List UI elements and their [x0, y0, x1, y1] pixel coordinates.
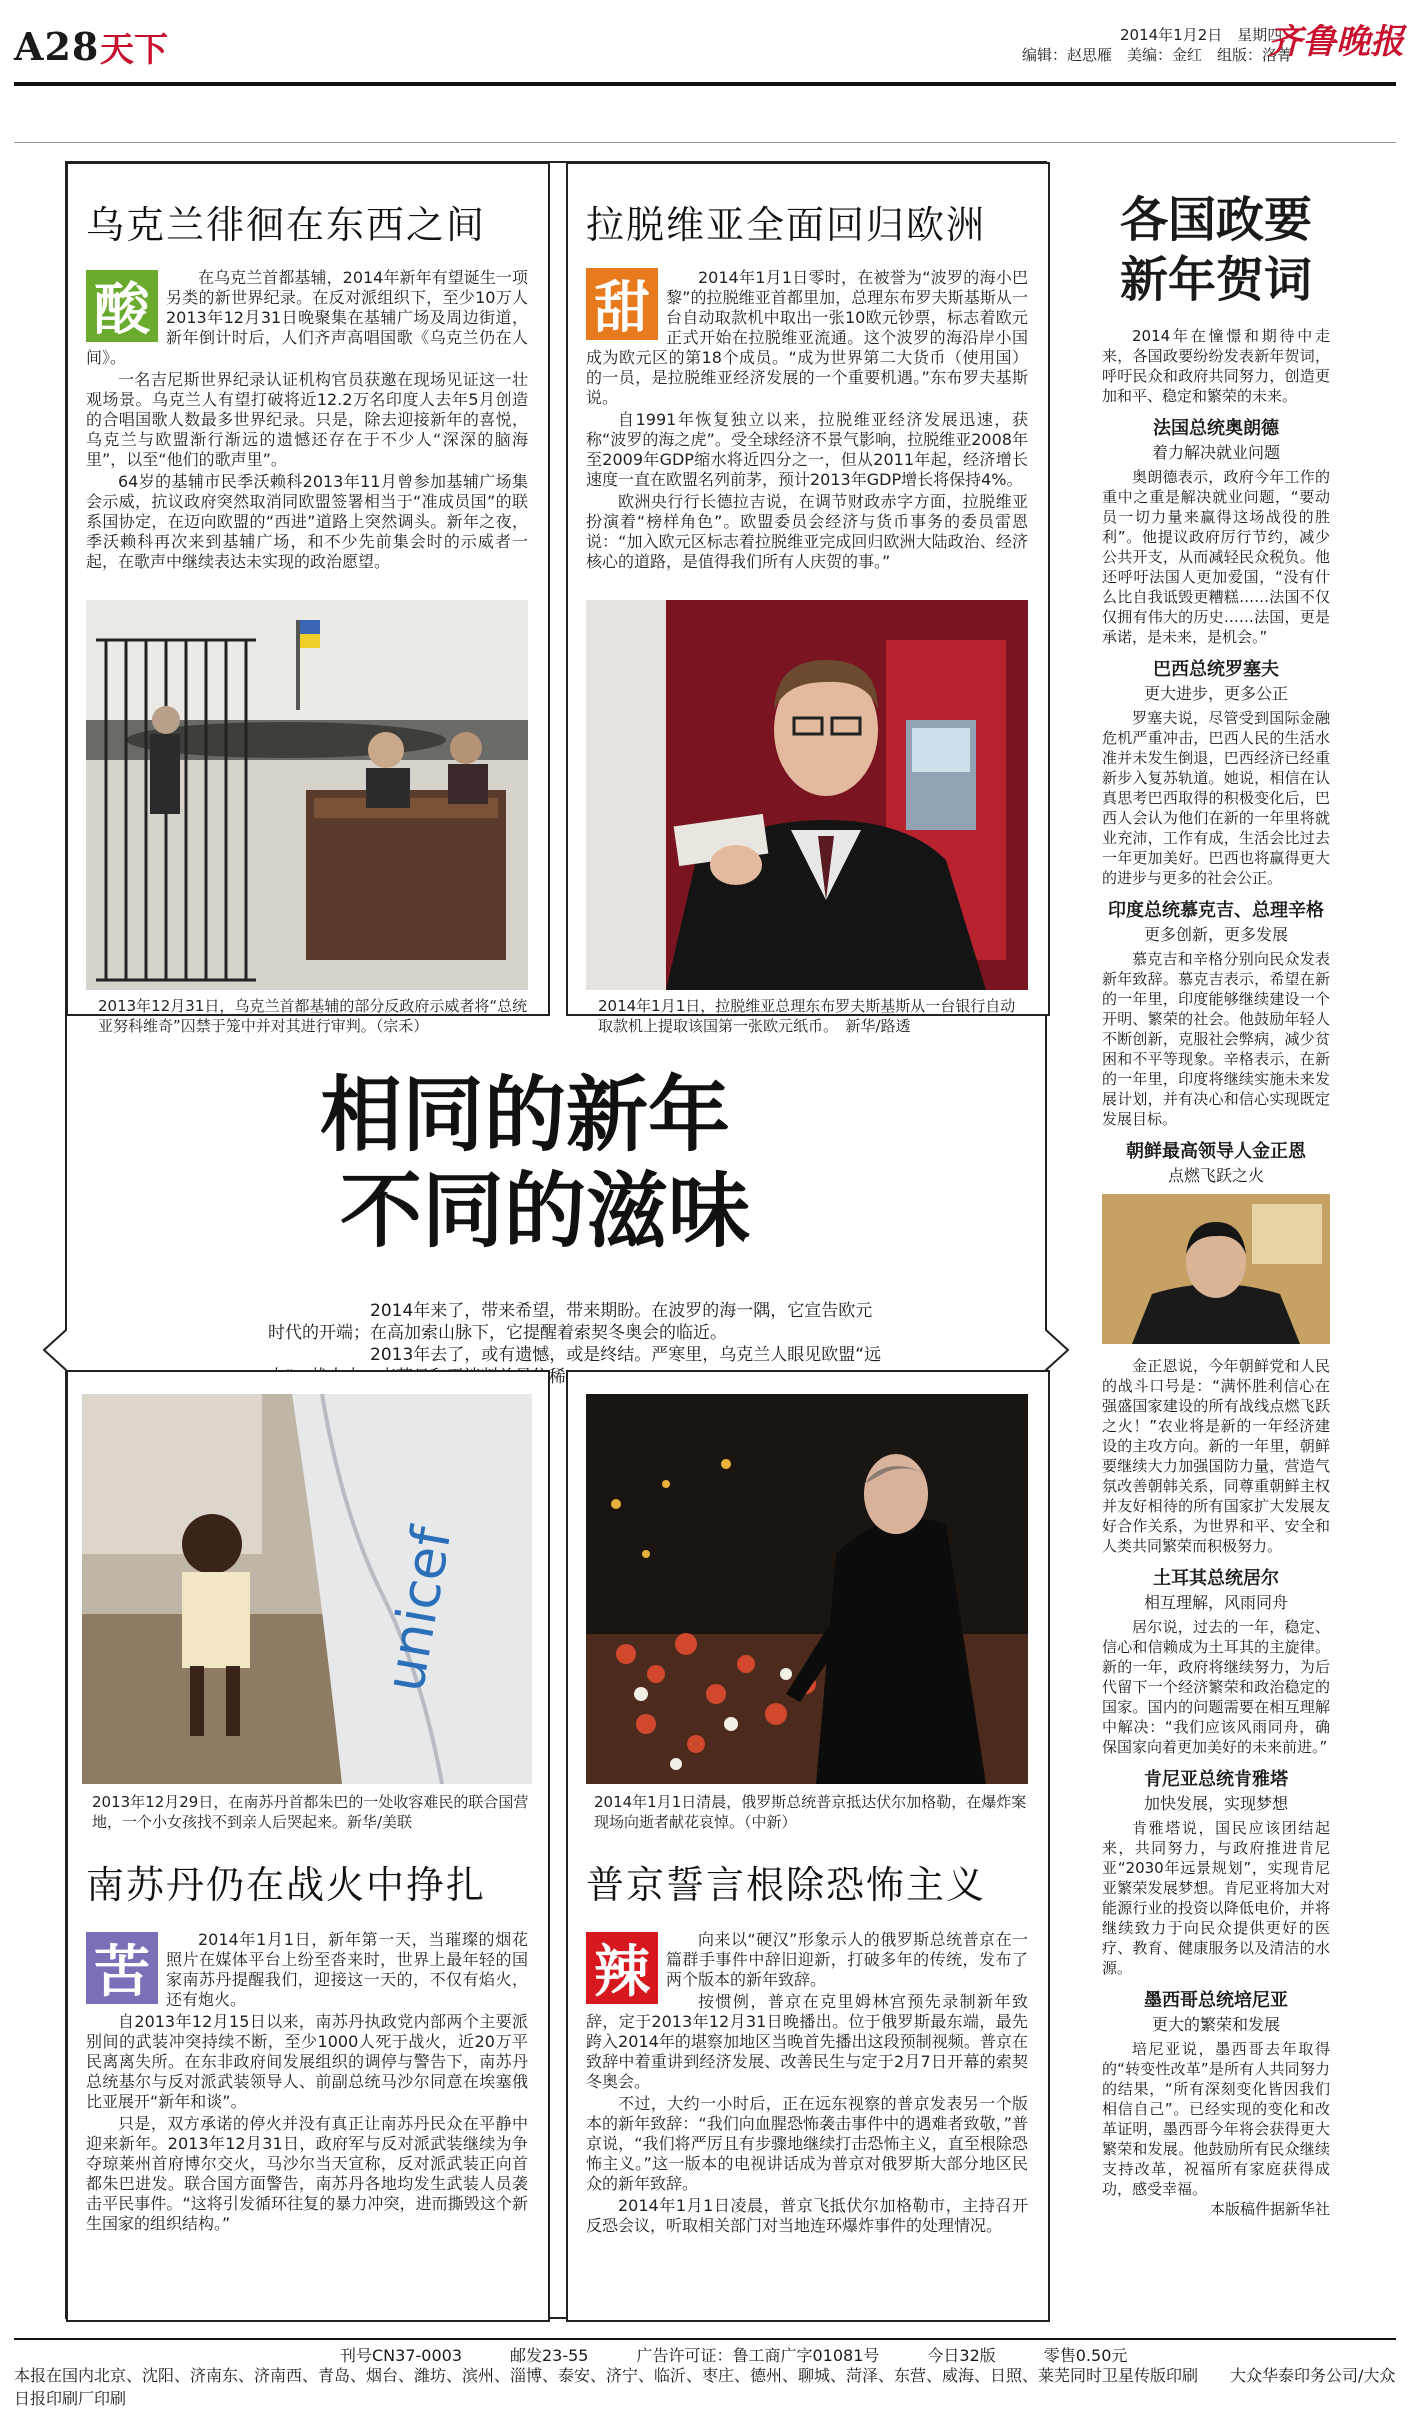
story-latvia [566, 162, 1050, 1035]
leader-theme: 更大的繁荣和发展 [1151, 2015, 1280, 2034]
leader-theme: 更大进步，更多公正 [1143, 684, 1288, 703]
latvia-photo [586, 600, 1028, 990]
svg-text:unicef: unicef [372, 1522, 464, 1697]
ukraine-badge: 酸 [86, 270, 158, 342]
leader-name: 土耳其总统居尔 [1153, 1568, 1279, 1589]
masthead-logo: 齐鲁晚报 [1268, 22, 1404, 62]
ukraine-paragraph: 64岁的基辅市民季沃赖科2013年11月曾参加基辅广场集会示威，抗议政府突然取消同欧盟签署相当于“准成员国”的联系国协定，在迈向欧盟的“西进”道路上突然调头。新年之夜，季沃赖科再次来到基辅广场，和不少先前集会时的示威者一起，在歌声中继续表达未实现的政治愿望。 [86, 472, 528, 571]
story-south-sudan [66, 1370, 550, 2322]
russia-photo [586, 1394, 1028, 1784]
latvia-body [586, 268, 1028, 571]
leader-text [1102, 1818, 1330, 1978]
ukraine-paragraph: 一名吉尼斯世界纪录认证机构官员获邀在现场见证这一壮观场景。乌克兰人有望打破将近12.2万名印度人去年5月创造的合唱国歌人数最多世界纪录。只是，除去迎接新年的喜悦，乌克兰与欧盟渐行渐远的遗憾还存在于不少人“深深的脑海里”，以至“他们的歌声里”。 [86, 370, 528, 469]
leader-theme: 更多创新，更多发展 [1143, 925, 1288, 944]
section-name: 天下 [100, 30, 168, 70]
russia-paragraph: 不过，大约一小时后，正在远东视察的普京发表另一个版本的新年致辞：“我们向血腥恐怖袭击事件中的遇难者致敬，”普京说，“我们将严厉且有步骤地继续打击恐怖主义，直至根除恐怖主义。”这一版本的电视讲话成为普京对俄罗斯大部分地区民众的新年致辞。 [586, 2094, 1028, 2193]
leader-text [1102, 708, 1330, 888]
south-sudan-paragraph: 只是，双方承诺的停火并没有真正让南苏丹民众在平静中迎来新年。2013年12月31日，政府军与反对派武装继续为争夺琼莱州首府博尔交火，马沙尔当天宣称，反对派武装正向首都朱巴进发。联合国方面警告，南苏丹各地均发生武装人员袭击平民事件。“这将引发循环往复的暴力冲突，进而撕毁这个新生国家的组织结构。” [86, 2114, 528, 2233]
latvia-paragraph: 欧洲央行行长德拉吉说，在调节财政赤字方面，拉脱维亚扮演着“榜样角色”。欧盟委员会经济与货币事务的委员雷恩说：“加入欧元区标志着拉脱维亚完成回归欧洲大陆政治、经济核心的道路，是值得我们所有人庆贺的事。” [586, 492, 1028, 571]
kim-photo [1102, 1194, 1330, 1348]
footer-print-info: 本报在国内北京、沈阳、济南东、济南西、青岛、烟台、潍坊、滨州、淄博、泰安、济宁、临沂、枣庄、德州、聊城、菏泽、东营、威海、日照、莱芜同时卫星传版印刷 大众华泰印务公司/大众日报印刷厂印刷 [14, 2366, 1396, 2408]
sidebar-title-line1: 各国政要 [1119, 192, 1312, 248]
leader-text [1102, 949, 1330, 1129]
leader-name: 巴西总统罗塞夫 [1153, 659, 1279, 680]
leader-paragraph: 居尔说，过去的一年，稳定、信心和信赖成为土耳其的主旋律。新的一年，政府将继续努力，为后代留下一个经济繁荣和政治稳定的国家。国内的问题需要在相互理解中解决：“我们应该风雨同舟，确保国家向着更加美好的未来前进。” [1102, 1618, 1330, 1756]
ukraine-photo [86, 600, 528, 990]
leader-paragraph: 肯雅塔说，国民应该团结起来，共同努力，与政府推进肯尼亚“2030年远景规划”，实现肯尼亚繁荣发展梦想。肯尼亚将加大对能源行业的投资以降低电价，并将继续致力于向民众提供更好的医疗、教育、健康服务以及清洁的水源。 [1102, 1819, 1330, 1977]
russia-body [586, 1930, 1028, 2300]
main-headline-line2: 不同的滋味 [340, 1164, 751, 1259]
editor-credits: 编辑：赵思雁 美编：金红 组版：洛菁 [1022, 46, 1293, 64]
leader-text [1102, 2039, 1330, 2199]
south-sudan-body [86, 1930, 528, 2300]
leader-name: 肯尼亚总统肯雅塔 [1144, 1769, 1288, 1790]
russia-paragraph: 向来以“硬汉”形象示人的俄罗斯总统普京在一篇群手事件中辞旧迎新，打破多年的传统，发布了两个版本的新年致辞。 [666, 1930, 1028, 1989]
leader-theme: 着力解决就业问题 [1151, 443, 1280, 462]
sidebar-title-line2: 新年贺词 [1119, 252, 1312, 308]
latvia-title: 拉脱维亚全面回归欧洲 [586, 203, 987, 247]
leader-name: 墨西哥总统培尼亚 [1144, 1990, 1288, 2011]
south-sudan-badge: 苦 [86, 1932, 158, 2004]
south-sudan-title: 南苏丹仍在战火中挣扎 [86, 1863, 487, 1907]
intro-paragraph: 2014年来了，带来希望，带来期盼。在波罗的海一隅，它宣告欧元时代的开端；在高加索山脉下，它提醒着索契冬奥会的临近。 [268, 1301, 873, 1343]
russia-title: 普京誓言根除恐怖主义 [586, 1863, 987, 1907]
intro-paragraph: 2013年去了，或有遗憾，或是终结。严寒里，乌克兰人眼见欧盟“远 稀 [370, 1345, 882, 1387]
latvia-paragraph: 2014年1月1日零时，在被誉为“波罗的海小巴黎”的拉脱维亚首都里加，总理东布罗夫斯基斯从一台自动取款机中取出一张10欧元钞票，标志着欧元正式开始在拉脱维亚流通。这个波罗的海沿岸小国成为欧元区的第18个成员。“成为世界第二大货币（使用国）的一员，是拉脱维亚经济发展的一个重要机遇。”东布罗夫基斯说。 [586, 268, 1028, 407]
latvia-badge: 甜 [586, 268, 658, 340]
leader-name: 朝鲜最高领导人金正恩 [1126, 1141, 1306, 1162]
ukraine-caption: 2013年12月31日，乌克兰首都基辅的部分反政府示威者将“总统亚努科维奇”囚禁于笼中并对其进行审判。（宗禾） [98, 997, 528, 1035]
south-sudan-photo [82, 1394, 532, 1784]
leader-theme: 相互理解，风雨同舟 [1143, 1593, 1288, 1612]
leader-paragraph: 培尼亚说，墨西哥去年取得的“转变性改革”是所有人共同努力的结果，“所有深刻变化皆因我们相信自己”。已经实现的变化和改革证明，墨西哥今年将会获得更大繁荣和发展。他鼓励所有民众继续支持改革，祝福所有家庭获得成功，感受幸福。 [1102, 2040, 1330, 2198]
sidebar-intro [1102, 326, 1330, 406]
main-headline-line1: 相同的新年 [320, 1068, 731, 1163]
story-ukraine [66, 162, 550, 1035]
page-number: A28 [14, 24, 100, 69]
latvia-paragraph: 自1991年恢复独立以来，拉脱维亚经济发展迅速，获称“波罗的海之虎”。受全球经济不景气影响，拉脱维亚2008年至2009年GDP缩水将近四分之一，但从2011年起，经济增长速度一直在欧盟名列前茅，预计2013年GDP增长将保持4%。 [586, 410, 1028, 489]
story-russia [566, 1370, 1050, 2322]
russia-paragraph: 按惯例，普京在克里姆林宫预先录制新年致辞，定于2013年12月31日晚播出。位于俄罗斯最东端，最先跨入2014年的堪察加地区当晚首先播出这段预制视频。普京在致辞中着重讲到经济发展、改善民生与定于2月7日开幕的索契冬奥会。 [586, 1992, 1028, 2091]
footer-rule [14, 2338, 1396, 2340]
south-sudan-paragraph: 2014年1月1日，新年第一天，当璀璨的烟花照片在媒体平台上纷至沓来时，世界上最年轻的国家南苏丹提醒我们，迎接这一天的，不仅有焰火，还有炮火。 [166, 1930, 528, 2009]
leader-name: 印度总统慕克吉、总理辛格 [1108, 900, 1324, 921]
south-sudan-caption: 2013年12月29日，在南苏丹首都朱巴的一处收容难民的联合国营地，一个小女孩找不到亲人后哭起来。新华/美联 [92, 1793, 529, 1831]
south-sudan-paragraph: 自2013年12月15日以来，南苏丹执政党内部两个主要派别间的武装冲突持续不断，至少1000人死于战火，近20万平民离离失所。在东非政府间发展组织的调停与警告下，南苏丹总统基尔与反对派武装领导人、前副总统马沙尔同意在埃塞俄比亚展开“新年和谈”。 [86, 2012, 528, 2111]
leader-paragraph: 罗塞夫说，尽管受到国际金融危机严重冲击，巴西人民的生活水准并未发生倒退，巴西经济已经重新步入复苏轨道。她说，相信在认真思考巴西取得的积极变化后，巴西人会认为他们在新的一年里将就业充沛，工作有成，生活会比过去一年更加美好。巴西也将赢得更大的进步与更多的社会公正。 [1102, 709, 1330, 887]
ukraine-paragraph: 在乌克兰首都基辅，2014年新年有望诞生一项另类的新世界纪录。在反对派组织下，至少10万人2013年12月31日晚聚集在基辅广场及周边街道，新年倒计时后，人们齐声高唱国歌《乌克兰仍在人间》。 [86, 268, 528, 367]
ukraine-body [86, 268, 528, 571]
sidebar-credit: 本版稿件据新华社 [1209, 2200, 1330, 2218]
leader-paragraph: 奥朗德表示，政府今年工作的重中之重是解决就业问题，“要动员一切力量来赢得这场战役的胜利”。他提议政府厉行节约，减少公共开支，从而减轻民众税负。他还呼吁法国人更加爱国，“没有什么比自我诋毁更糟糕……法国不仅仅拥有伟大的历史……法国，更是承诺，是未来，是机会。” [1102, 468, 1330, 646]
leader-paragraph: 金正恩说，今年朝鲜党和人民的战斗口号是：“满怀胜利信心在强盛国家建设的所有战线点燃飞跃之火！”农业将是新的一年经济建设的主攻方向。新的一年里，朝鲜要继续大力加强国防力量，营造气氛改善朝韩关系，同尊重朝鲜主权并友好相待的所有国家扩大发展友好合作关系，为世界和平、安全和人类共同繁荣而积极努力。 [1102, 1357, 1330, 1555]
russia-badge: 辣 [586, 1932, 658, 2004]
russia-caption: 2014年1月1日清晨，俄罗斯总统普京抵达伏尔加格勒，在爆炸案现场向逝者献花哀悼。（中新） [594, 1793, 1027, 1831]
main-headline [320, 1068, 880, 1260]
leader-text [1102, 467, 1330, 647]
sidebar-intro-text: 2014年在憧憬和期待中走来，各国政要纷纷发表新年贺词，呼吁民众和政府共同努力，创造更加和平、稳定和繁荣的未来。 [1102, 327, 1330, 405]
leader-name: 法国总统奥朗德 [1153, 418, 1279, 439]
leader-theme: 点燃飞跃之火 [1167, 1166, 1264, 1185]
latvia-caption: 2014年1月1日，拉脱维亚总理东布罗夫斯基斯从一台银行自动取款机上提取该国第一张欧元纸币。 新华/路透 [598, 997, 1016, 1035]
leader-text [1102, 1356, 1330, 1556]
footer-publication-info: 刊号CN37-0003 邮发23-55 广告许可证：鲁工商广字01081号 今日32版 零售0.50元 [340, 2346, 1128, 2365]
leader-theme: 加快发展，实现梦想 [1143, 1794, 1288, 1813]
russia-paragraph: 2014年1月1日凌晨，普京飞抵伏尔加格勒市，主持召开反恐会议，听取相关部门对当地连环爆炸事件的处理情况。 [586, 2196, 1028, 2235]
issue-date: 2014年1月2日 星期四 [1120, 26, 1283, 44]
ukraine-title: 乌克兰徘徊在东西之间 [86, 203, 487, 247]
leader-paragraph: 慕克吉和辛格分别向民众发表新年致辞。慕克吉表示，希望在新的一年里，印度能够继续建设一个开明、繁荣的社会。他鼓励年轻人不断创新，克服社会弊病，减少贫困和不平等现象。辛格表示，在新的一年里，印度将继续实施未来发展计划，并有决心和信心实现既定发展目标。 [1102, 950, 1330, 1128]
leader-text [1102, 1617, 1330, 1757]
sidebar-greetings [1102, 190, 1330, 2219]
